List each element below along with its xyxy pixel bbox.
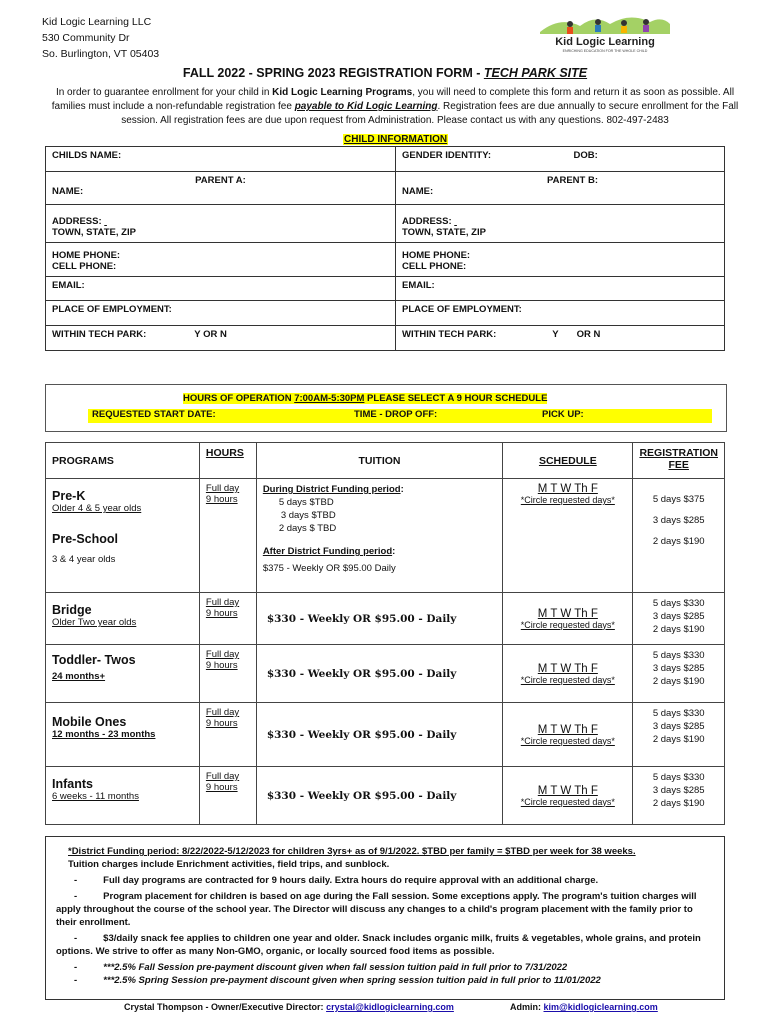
logo-wordmark: Kid Logic Learning (555, 36, 655, 48)
parent-b-employment-field[interactable]: PLACE OF EMPLOYMENT: (396, 301, 725, 326)
org-name: Kid Logic Learning LLC (42, 16, 152, 28)
table-row: Toddler- Twos 24 months+ Full day 9 hours $330 - Weekly OR $95.00 - Daily M T W Th F *Circle requested days* 5 days $330 3 days $285 2 days $190 (46, 645, 725, 703)
header-schedule: SCHEDULE (503, 443, 633, 479)
site-name: TECH PARK SITE (483, 66, 588, 80)
parent-a-address-field[interactable]: ADDRESS: TOWN, STATE, ZIP (46, 205, 396, 243)
header-hours: HOURS (199, 443, 256, 479)
org-city: So. Burlington, VT 05403 (42, 48, 160, 60)
parent-a-name-field[interactable]: PARENT A: NAME: (46, 172, 396, 205)
child-information-label: CHILD INFORMATION (344, 134, 448, 145)
page-title: FALL 2022 - SPRING 2023 REGISTRATION FORM - TECH PARK SITE (182, 66, 588, 80)
intro-paragraph: In order to guarantee enrollment for your child in Kid Logic Learning Programs, you will need to complete this form and return it as soon as possible. All families must include a non-refundable registration fee payable to Kid Logic Learning. Registration fees are due annually to secure enrollment for the Fall session. All registration fees are due upon request from Administration. Please contact us with any questions. 802-497-2483 (51, 87, 739, 126)
hours-section (45, 384, 727, 432)
parent-b-name-field[interactable]: PARENT B: NAME: (396, 172, 725, 205)
org-address (42, 14, 159, 62)
child-parent-info-table (45, 146, 725, 351)
hours-of-operation: HOURS OF OPERATION 7:00AM-5:30PM PLEASE SELECT A 9 HOUR SCHEDULE (183, 393, 548, 404)
owner-email-link[interactable]: crystal@kidlogiclearning.com (326, 1002, 454, 1012)
parent-a-phone-field[interactable]: HOME PHONE: CELL PHONE: (46, 243, 396, 277)
table-row: Infants 6 weeks - 11 months Full day 9 hours $330 - Weekly OR $95.00 - Daily M T W Th F *Circle requested days* 5 days $330 3 days $285 2 days $190 (46, 767, 725, 825)
header-registration-fee: REGISTRATION FEE (633, 443, 725, 479)
parent-b-address-field[interactable]: ADDRESS: TOWN, STATE, ZIP (396, 205, 725, 243)
kid-logic-logo (540, 10, 670, 54)
parent-a-email-field[interactable]: EMAIL: (46, 277, 396, 301)
parent-b-email-field[interactable]: EMAIL: (396, 277, 725, 301)
table-row: Bridge Older Two year olds Full day 9 hours $330 - Weekly OR $95.00 - Daily M T W Th F *Circle requested days* 5 days $330 3 days $285 2 days $190 (46, 593, 725, 645)
org-street: 530 Community Dr (42, 32, 130, 44)
admin-email-link[interactable]: kim@kidlogiclearning.com (543, 1002, 658, 1012)
pick-up-field[interactable]: PICK UP: (542, 409, 584, 420)
notes-section: *District Funding period: 8/22/2022-5/12/2023 for children 3yrs+ as of 9/1/2022. $TBD per family = $TBD per week for 38 weeks. Tuition charges include Enrichment activities, field trips, and sunblock. - Full day programs are contracted for 9 hours daily. Extra hours do require approval with an additional charge. - Program placement for children is based on age during the Fall session. Some exceptions apply. The program's tuition charges will apply throughout the course of the school year. The Director will discuss any changes to a child's program placement with the family prior to their enrollment. - $3/daily snack fee applies to children one year and older. Snack includes organic milk, fruits & vegetables, whole grains, and protein options. We strive to offer as many Non-GMO, organic, or locally sourced food items as possible. - ***2.5% Fall Session pre-payment discount given when fall session tuition paid in full prior to 7/31/2022 - ***2.5% Spring Session pre-payment discount given when spring session tuition paid in full prior to 11/01/2022 (45, 836, 725, 1000)
parent-a-employment-field[interactable]: PLACE OF EMPLOYMENT: (46, 301, 396, 326)
logo-tagline: ENRICHING EDUCATION FOR THE WHOLE CHILD (562, 49, 648, 53)
start-date-field[interactable]: REQUESTED START DATE: (92, 409, 216, 420)
header-programs: PROGRAMS (46, 443, 200, 479)
drop-off-field[interactable]: TIME - DROP OFF: (354, 409, 438, 420)
requested-schedule-row (88, 409, 712, 423)
parent-a-tech-park-field[interactable]: WITHIN TECH PARK: Y OR N (46, 326, 396, 351)
childs-name-field[interactable]: CHILDS NAME: (46, 147, 396, 172)
parent-b-tech-park-field[interactable]: WITHIN TECH PARK: Y OR N (396, 326, 725, 351)
programs-table (45, 442, 725, 825)
table-row: Mobile Ones 12 months - 23 months Full day 9 hours $330 - Weekly OR $95.00 - Daily M T W Th F *Circle requested days* 5 days $330 3 days $285 2 days $190 (46, 703, 725, 767)
table-row: Pre-K Older 4 & 5 year olds Pre-School 3 & 4 year olds Full day 9 hours During District Funding period: 5 days $TBD 3 days $TBD 2 days $ TBD After District Funding period: $375 - Weekly OR $95.00 Daily M T W Th F *Circle requested days* 5 days $375 3 days $285 2 days $190 (46, 479, 725, 593)
header-tuition: TUITION (256, 443, 502, 479)
parent-b-phone-field[interactable]: HOME PHONE: CELL PHONE: (396, 243, 725, 277)
gender-dob-field[interactable]: GENDER IDENTITY: DOB: (396, 147, 725, 172)
